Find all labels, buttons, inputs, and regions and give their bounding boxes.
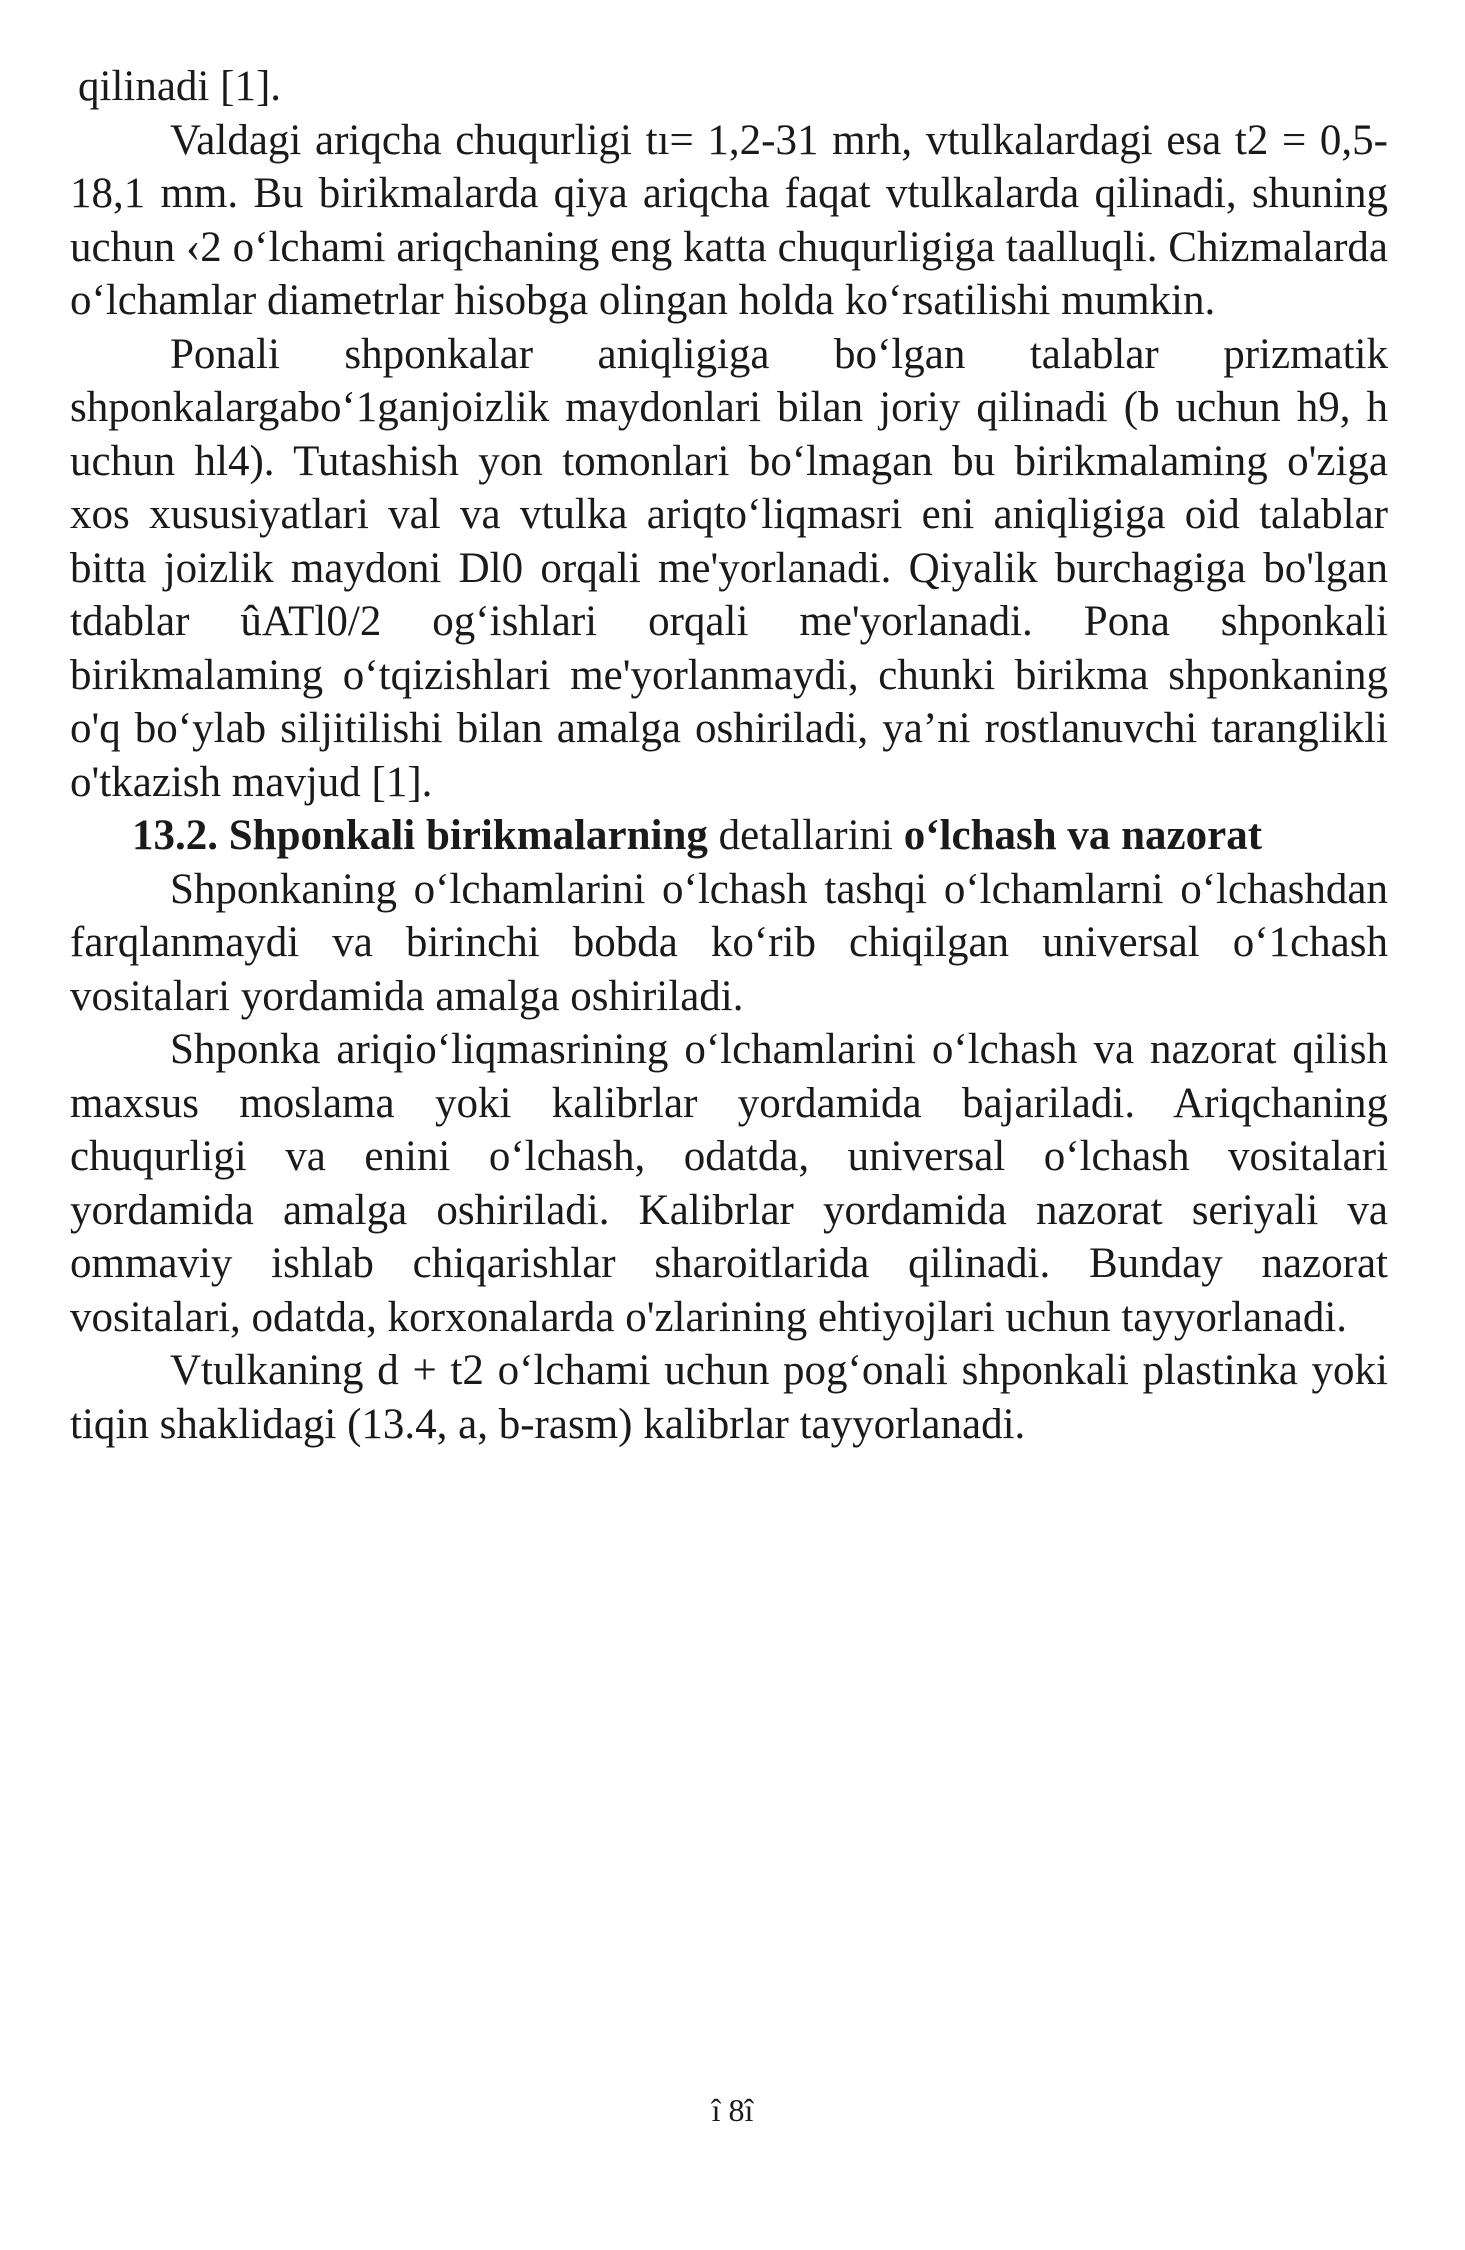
- paragraph-groove-control: Shponka ariqio‘liqmasrining o‘lchamlarini o‘lchash va nazorat qilish maxsus moslama yoki kalibrlar yordamida bajariladi. Ariqchaning chuqurligi va enini o‘lchash, odatda, universal o‘lchash vositalari yordamida amalga oshiriladi. Kalibrlar yordamida nazorat seriyali va ommaviy ishlab chiqarishlar sharoitlarida qilinadi. Bunday nazorat vositalari, odatda, korxonalarda o'zlarining ehtiyojlari uchun tayyorlanadi.: [70, 1026, 1388, 1341]
- section-title-bold-tail: o‘lchash va nazorat: [903, 812, 1263, 859]
- page-body: [70, 60, 1388, 1451]
- paragraph-groove-depth: Valdagi ariqcha chuqurligi tı= 1,2-31 mrh, vtulkalardagi esa t2 = 0,5-18,1 mm. Bu birikmalarda qiya ariqcha faqat vtulkalarda qilinadi, shuning uchun ‹2 o‘lchami ariqchaning eng katta chuqurligiga taalluqli. Chizmalarda o‘lchamlar diametrlar hisobga olingan holda ko‘rsatilishi mumkin.: [70, 116, 1388, 324]
- section-heading: [70, 809, 1388, 863]
- paragraph-key-measurement: Shponkaning o‘lchamlarini o‘lchash tashqi o‘lchamlarni o‘lchashdan farqlanmaydi va birinchi bobda ko‘rib chiqilgan universal o‘1chash vositalari yordamida amalga oshiriladi.: [70, 865, 1388, 1020]
- section-number: 13.2.: [132, 812, 218, 859]
- paragraph-bushing-gauge: Vtulkaning d + t2 o‘lchami uchun pog‘onali shponkali plastinka yoki tiqin shaklidagi (13.4, a, b-rasm) kalibrlar tayyorlanadi.: [70, 1347, 1388, 1448]
- section-title-normal: detallarini: [718, 812, 893, 859]
- section-title-bold: Shponkali birikmalarning: [228, 812, 708, 859]
- paragraph-continuation: qilinadi [1].: [78, 63, 282, 110]
- paragraph-wedge-keys: Ponali shponkalar aniqligiga bo‘lgan talablar prizmatik shponkalargabo‘1ganjoizlik maydonlari bilan joriy qilinadi (b uchun h9, h uchun hl4). Tutashish yon tomonlari bo‘lmagan bu birikmalaming o'ziga xos xususiyatlari val va vtulka ariqto‘liqmasri eni aniqligiga oid talablar bitta joizlik maydoni Dl0 orqali me'yorlanadi. Qiyalik burchagiga bo'lgan tdablar ûATl0/2 og‘ishlari orqali me'yorlanadi. Pona shponkali birikmalaming o‘tqizishlari me'yorlanmaydi, chunki birikma shponkaning o'q bo‘ylab siljitilishi bilan amalga oshiriladi, ya’ni rostlanuvchi taranglikli o'tkazish mavjud [1].: [70, 330, 1388, 806]
- page-number: î 8î: [711, 2092, 754, 2128]
